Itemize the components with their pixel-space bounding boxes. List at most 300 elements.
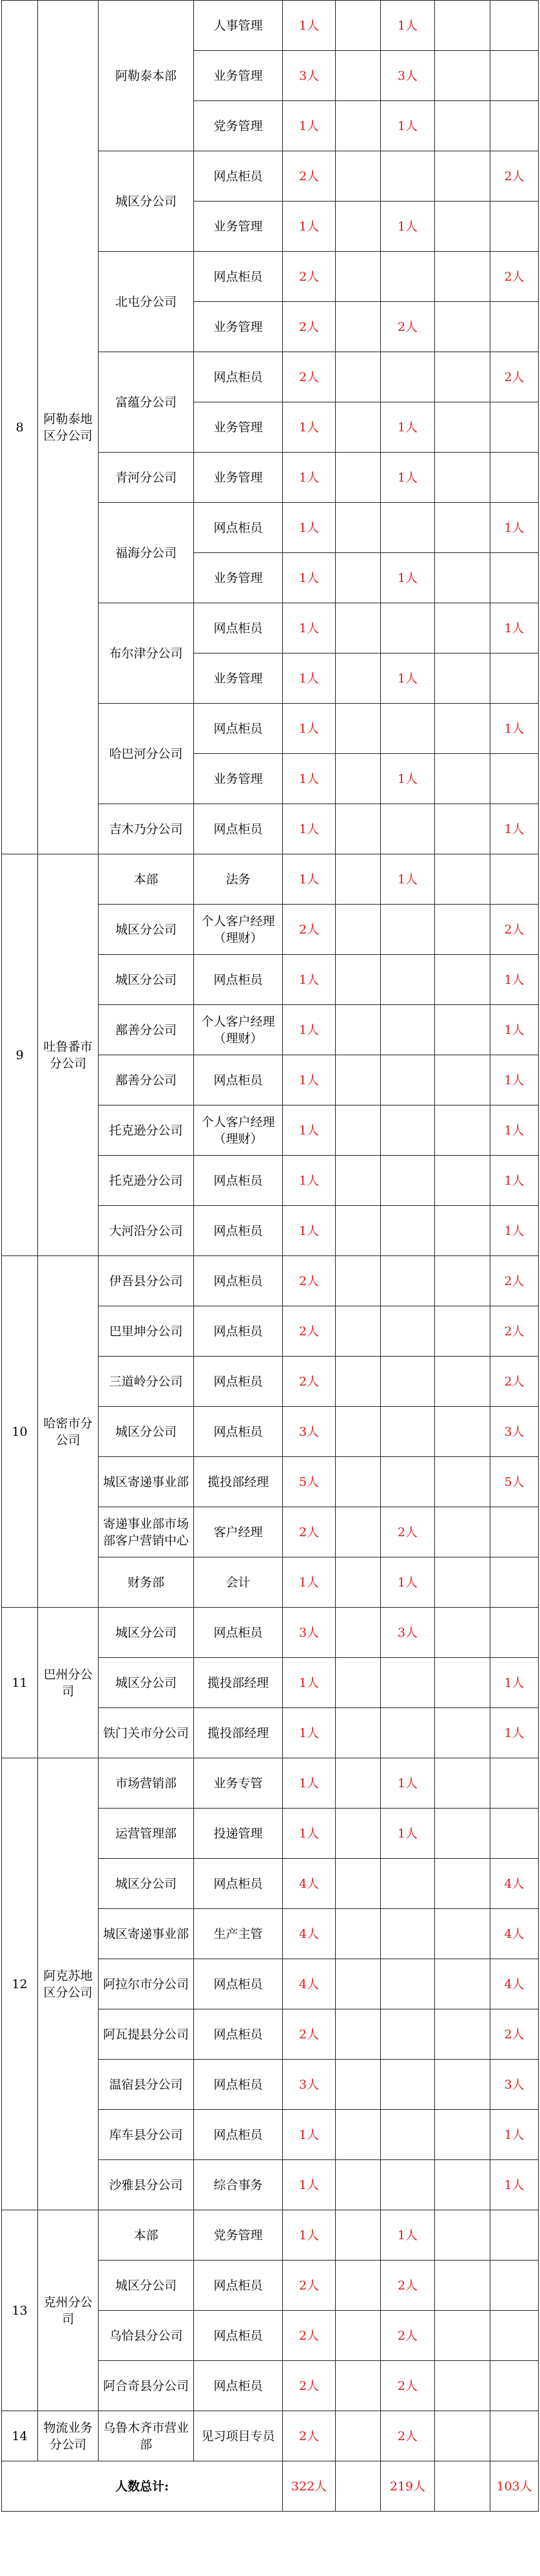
count-total-cell: 1人: [283, 503, 336, 553]
count-total-cell: 1人: [283, 1708, 336, 1758]
count-c-cell: [490, 2411, 539, 2461]
count-total-cell: 3人: [283, 1407, 336, 1457]
count-b-cell: 2人: [381, 2411, 435, 2461]
count-total-cell: 2人: [283, 302, 336, 352]
unit-name: 青河分公司: [99, 453, 194, 503]
count-b-cell: 1人: [381, 101, 435, 151]
count-c-cell: 4人: [490, 1909, 539, 1959]
blank-cell: [435, 2311, 490, 2361]
count-c-cell: [490, 402, 539, 453]
count-b-cell: [381, 603, 435, 653]
count-b-cell: [381, 1457, 435, 1507]
count-total-cell: 1人: [283, 2160, 336, 2210]
count-b-cell: [381, 1055, 435, 1105]
count-total-cell: 2人: [283, 1256, 336, 1306]
count-b-cell: 1人: [381, 1, 435, 51]
position-cell: 网点柜员: [194, 1306, 283, 1357]
blank-cell: [435, 503, 490, 553]
count-c-cell: [490, 653, 539, 704]
unit-name: 库车县分公司: [99, 2110, 194, 2160]
count-total-cell: 2人: [283, 1357, 336, 1407]
blank-cell: [435, 402, 490, 453]
blank-cell: [336, 1859, 381, 1909]
position-cell: 生产主管: [194, 1909, 283, 1959]
position-cell: 网点柜员: [194, 2311, 283, 2361]
blank-cell: [435, 1457, 490, 1507]
unit-name: 温宿县分公司: [99, 2060, 194, 2110]
count-c-cell: [490, 1557, 539, 1608]
unit-name: 财务部: [99, 1557, 194, 1608]
count-total-cell: 1人: [283, 1206, 336, 1256]
position-cell: 网点柜员: [194, 603, 283, 653]
blank-cell: [435, 302, 490, 352]
position-cell: 个人客户经理（理财）: [194, 1105, 283, 1156]
count-c-cell: 1人: [490, 1055, 539, 1105]
count-c-cell: 1人: [490, 955, 539, 1005]
blank-cell: [336, 51, 381, 101]
blank-cell: [336, 1507, 381, 1557]
count-total-cell: 1人: [283, 653, 336, 704]
blank-cell: [435, 603, 490, 653]
count-b-cell: 2人: [381, 2311, 435, 2361]
blank-cell: [435, 101, 490, 151]
blank-cell: [435, 2361, 490, 2411]
count-total-cell: 1人: [283, 1105, 336, 1156]
blank-cell: [336, 2411, 381, 2461]
count-b-cell: 2人: [381, 2261, 435, 2311]
count-b-cell: [381, 955, 435, 1005]
count-total-cell: 2人: [283, 1507, 336, 1557]
unit-name: 托克逊分公司: [99, 1105, 194, 1156]
position-cell: 网点柜员: [194, 2261, 283, 2311]
blank-cell: [336, 804, 381, 854]
blank-cell: [435, 2461, 490, 2512]
staffing-table: [1, 0, 539, 2512]
position-cell: 网点柜员: [194, 804, 283, 854]
blank-cell: [336, 653, 381, 704]
blank-cell: [435, 202, 490, 252]
group-number: 9: [2, 854, 38, 1256]
unit-name: 城区分公司: [99, 1859, 194, 1909]
count-total-cell: 2人: [283, 151, 336, 202]
group-number: 11: [2, 1608, 38, 1758]
blank-cell: [435, 553, 490, 603]
blank-cell: [336, 202, 381, 252]
blank-cell: [336, 1357, 381, 1407]
position-cell: 党务管理: [194, 101, 283, 151]
blank-cell: [435, 1306, 490, 1357]
count-c-cell: 2人: [490, 352, 539, 402]
position-cell: 揽投部经理: [194, 1457, 283, 1507]
count-b-cell: [381, 151, 435, 202]
count-b-cell: [381, 804, 435, 854]
blank-cell: [435, 1708, 490, 1758]
blank-cell: [336, 1708, 381, 1758]
position-cell: 网点柜员: [194, 2110, 283, 2160]
count-total-cell: 1人: [283, 1055, 336, 1105]
position-cell: 法务: [194, 854, 283, 905]
position-cell: 网点柜员: [194, 2009, 283, 2060]
unit-name: 巴里坤分公司: [99, 1306, 194, 1357]
blank-cell: [435, 1809, 490, 1859]
blank-cell: [435, 1156, 490, 1206]
blank-cell: [336, 704, 381, 754]
position-cell: 客户经理: [194, 1507, 283, 1557]
group-name: 哈密市分公司: [38, 1256, 99, 1608]
blank-cell: [336, 1256, 381, 1306]
blank-cell: [336, 854, 381, 905]
total-count-b: 219人: [381, 2461, 435, 2512]
blank-cell: [336, 1306, 381, 1357]
table-footer: [2, 2461, 539, 2512]
table-row: [2, 1758, 539, 1809]
blank-cell: [435, 704, 490, 754]
count-total-cell: 4人: [283, 1959, 336, 2009]
blank-cell: [435, 1658, 490, 1708]
blank-cell: [435, 955, 490, 1005]
unit-name: 城区分公司: [99, 955, 194, 1005]
unit-name: 城区分公司: [99, 151, 194, 252]
blank-cell: [435, 1758, 490, 1809]
total-label: 人数总计:: [2, 2461, 283, 2512]
count-c-cell: [490, 202, 539, 252]
blank-cell: [435, 2411, 490, 2461]
count-c-cell: 1人: [490, 2110, 539, 2160]
table-row: [2, 1608, 539, 1658]
blank-cell: [336, 2009, 381, 2060]
blank-cell: [435, 854, 490, 905]
blank-cell: [336, 754, 381, 804]
blank-cell: [435, 151, 490, 202]
position-cell: 业务专管: [194, 1758, 283, 1809]
count-c-cell: [490, 1758, 539, 1809]
count-total-cell: 1人: [283, 553, 336, 603]
unit-name: 阿瓦提县分公司: [99, 2009, 194, 2060]
blank-cell: [435, 2261, 490, 2311]
blank-cell: [435, 754, 490, 804]
blank-cell: [336, 553, 381, 603]
blank-cell: [336, 1407, 381, 1457]
total-count-c: 103人: [490, 2461, 539, 2512]
count-c-cell: [490, 553, 539, 603]
count-total-cell: 2人: [283, 2311, 336, 2361]
blank-cell: [336, 151, 381, 202]
blank-cell: [336, 2060, 381, 2110]
count-total-cell: 1人: [283, 603, 336, 653]
blank-cell: [336, 1909, 381, 1959]
group-number: 14: [2, 2411, 38, 2461]
blank-cell: [336, 302, 381, 352]
group-number: 10: [2, 1256, 38, 1608]
count-total-cell: 3人: [283, 1608, 336, 1658]
count-c-cell: [490, 51, 539, 101]
count-total-cell: 2人: [283, 2361, 336, 2411]
position-cell: 网点柜员: [194, 2060, 283, 2110]
blank-cell: [435, 1357, 490, 1407]
count-total-cell: 3人: [283, 2060, 336, 2110]
blank-cell: [435, 2060, 490, 2110]
position-cell: 网点柜员: [194, 252, 283, 302]
count-total-cell: 1人: [283, 955, 336, 1005]
count-c-cell: 1人: [490, 603, 539, 653]
blank-cell: [336, 2361, 381, 2411]
table-row: [2, 1, 539, 51]
count-c-cell: 1人: [490, 503, 539, 553]
count-b-cell: 1人: [381, 453, 435, 503]
group-name: 巴州分公司: [38, 1608, 99, 1758]
count-total-cell: 1人: [283, 1005, 336, 1055]
position-cell: 网点柜员: [194, 955, 283, 1005]
blank-cell: [336, 101, 381, 151]
count-b-cell: [381, 2160, 435, 2210]
unit-name: 哈巴河分公司: [99, 704, 194, 804]
count-c-cell: 1人: [490, 1005, 539, 1055]
count-c-cell: 2人: [490, 905, 539, 955]
position-cell: 揽投部经理: [194, 1708, 283, 1758]
count-total-cell: 4人: [283, 1859, 336, 1909]
count-b-cell: 1人: [381, 202, 435, 252]
count-total-cell: 5人: [283, 1457, 336, 1507]
position-cell: 网点柜员: [194, 1608, 283, 1658]
blank-cell: [336, 453, 381, 503]
count-c-cell: 4人: [490, 1859, 539, 1909]
count-c-cell: [490, 1, 539, 51]
blank-cell: [435, 1105, 490, 1156]
blank-cell: [336, 2160, 381, 2210]
blank-cell: [435, 2009, 490, 2060]
unit-name: 城区寄递事业部: [99, 1457, 194, 1507]
unit-name: 城区分公司: [99, 1407, 194, 1457]
blank-cell: [435, 1407, 490, 1457]
blank-cell: [435, 1859, 490, 1909]
blank-cell: [336, 2261, 381, 2311]
blank-cell: [336, 503, 381, 553]
count-c-cell: [490, 2311, 539, 2361]
count-total-cell: 1人: [283, 704, 336, 754]
count-total-cell: 1人: [283, 402, 336, 453]
blank-cell: [435, 252, 490, 302]
count-c-cell: [490, 1809, 539, 1859]
blank-cell: [336, 1055, 381, 1105]
count-b-cell: 1人: [381, 402, 435, 453]
count-total-cell: 1人: [283, 1758, 336, 1809]
count-c-cell: 2人: [490, 151, 539, 202]
position-cell: 揽投部经理: [194, 1658, 283, 1708]
count-c-cell: 1人: [490, 1708, 539, 1758]
total-count-a: 322人: [283, 2461, 336, 2512]
count-total-cell: 4人: [283, 1909, 336, 1959]
blank-cell: [435, 1005, 490, 1055]
unit-name: 铁门关市分公司: [99, 1708, 194, 1758]
count-total-cell: 1人: [283, 202, 336, 252]
blank-cell: [336, 905, 381, 955]
blank-cell: [435, 1, 490, 51]
count-b-cell: [381, 2009, 435, 2060]
total-row: [2, 2461, 539, 2512]
count-c-cell: [490, 2261, 539, 2311]
unit-name: 城区分公司: [99, 905, 194, 955]
count-c-cell: [490, 453, 539, 503]
group-name: 物流业务分公司: [38, 2411, 99, 2461]
blank-cell: [435, 653, 490, 704]
count-b-cell: 3人: [381, 51, 435, 101]
count-total-cell: 3人: [283, 51, 336, 101]
blank-cell: [336, 1809, 381, 1859]
blank-cell: [336, 1608, 381, 1658]
count-total-cell: 1人: [283, 854, 336, 905]
blank-cell: [435, 804, 490, 854]
position-cell: 业务管理: [194, 653, 283, 704]
count-c-cell: [490, 754, 539, 804]
count-total-cell: 2人: [283, 252, 336, 302]
count-c-cell: 4人: [490, 1959, 539, 2009]
blank-cell: [336, 1758, 381, 1809]
position-cell: 网点柜员: [194, 1357, 283, 1407]
blank-cell: [336, 1959, 381, 2009]
unit-name: 本部: [99, 854, 194, 905]
count-c-cell: [490, 302, 539, 352]
position-cell: 综合事务: [194, 2160, 283, 2210]
position-cell: 个人客户经理（理财）: [194, 1005, 283, 1055]
count-total-cell: 1人: [283, 2110, 336, 2160]
position-cell: 网点柜员: [194, 503, 283, 553]
group-number: 8: [2, 1, 38, 854]
count-b-cell: [381, 1357, 435, 1407]
position-cell: 网点柜员: [194, 1407, 283, 1457]
unit-name: 伊吾县分公司: [99, 1256, 194, 1306]
group-number: 13: [2, 2210, 38, 2411]
position-cell: 见习项目专员: [194, 2411, 283, 2461]
count-total-cell: 1人: [283, 1658, 336, 1708]
count-total-cell: 1人: [283, 1557, 336, 1608]
unit-name: 本部: [99, 2210, 194, 2261]
count-b-cell: [381, 1256, 435, 1306]
count-total-cell: 1人: [283, 804, 336, 854]
blank-cell: [336, 1206, 381, 1256]
blank-cell: [336, 1658, 381, 1708]
count-b-cell: [381, 1708, 435, 1758]
unit-name: 阿拉尔市分公司: [99, 1959, 194, 2009]
count-b-cell: 3人: [381, 1608, 435, 1658]
unit-name: 城区寄递事业部: [99, 1909, 194, 1959]
count-b-cell: 1人: [381, 2210, 435, 2261]
blank-cell: [336, 2110, 381, 2160]
unit-name: 城区分公司: [99, 1658, 194, 1708]
blank-cell: [435, 352, 490, 402]
count-total-cell: 1人: [283, 1, 336, 51]
position-cell: 业务管理: [194, 453, 283, 503]
count-c-cell: 2人: [490, 1306, 539, 1357]
group-number: 12: [2, 1758, 38, 2210]
unit-name: 寄递事业部市场部客户营销中心: [99, 1507, 194, 1557]
blank-cell: [435, 2210, 490, 2261]
unit-name: 鄯善分公司: [99, 1055, 194, 1105]
position-cell: 网点柜员: [194, 1959, 283, 2009]
position-cell: 业务管理: [194, 51, 283, 101]
count-total-cell: 2人: [283, 2411, 336, 2461]
count-total-cell: 1人: [283, 2210, 336, 2261]
count-c-cell: 1人: [490, 1156, 539, 1206]
count-b-cell: [381, 1658, 435, 1708]
count-b-cell: [381, 1156, 435, 1206]
count-total-cell: 2人: [283, 2261, 336, 2311]
blank-cell: [435, 1256, 490, 1306]
table-row: [2, 854, 539, 905]
unit-name: 鄯善分公司: [99, 1005, 194, 1055]
position-cell: 业务管理: [194, 754, 283, 804]
count-b-cell: [381, 1306, 435, 1357]
position-cell: 网点柜员: [194, 1055, 283, 1105]
count-total-cell: 2人: [283, 1306, 336, 1357]
position-cell: 业务管理: [194, 553, 283, 603]
unit-name: 吉木乃分公司: [99, 804, 194, 854]
group-name: 克州分公司: [38, 2210, 99, 2411]
count-total-cell: 2人: [283, 905, 336, 955]
count-c-cell: 1人: [490, 1105, 539, 1156]
position-cell: 人事管理: [194, 1, 283, 51]
count-c-cell: [490, 1507, 539, 1557]
table-row: [2, 2210, 539, 2261]
blank-cell: [336, 1105, 381, 1156]
count-total-cell: 2人: [283, 352, 336, 402]
count-c-cell: [490, 101, 539, 151]
count-c-cell: [490, 854, 539, 905]
count-c-cell: 1人: [490, 804, 539, 854]
position-cell: 网点柜员: [194, 1156, 283, 1206]
blank-cell: [336, 2461, 381, 2512]
count-b-cell: 2人: [381, 2361, 435, 2411]
position-cell: 个人客户经理（理财）: [194, 905, 283, 955]
count-b-cell: 1人: [381, 854, 435, 905]
blank-cell: [336, 352, 381, 402]
count-b-cell: [381, 503, 435, 553]
count-b-cell: 1人: [381, 653, 435, 704]
count-b-cell: [381, 704, 435, 754]
count-b-cell: [381, 1407, 435, 1457]
count-total-cell: 1人: [283, 1809, 336, 1859]
count-b-cell: [381, 252, 435, 302]
count-c-cell: 3人: [490, 2060, 539, 2110]
blank-cell: [336, 1, 381, 51]
unit-name: 运营管理部: [99, 1809, 194, 1859]
count-b-cell: 2人: [381, 1507, 435, 1557]
count-b-cell: [381, 2060, 435, 2110]
count-c-cell: 1人: [490, 704, 539, 754]
count-c-cell: 5人: [490, 1457, 539, 1507]
blank-cell: [435, 51, 490, 101]
count-c-cell: [490, 1608, 539, 1658]
blank-cell: [435, 2110, 490, 2160]
unit-name: 福海分公司: [99, 503, 194, 603]
blank-cell: [435, 453, 490, 503]
position-cell: 党务管理: [194, 2210, 283, 2261]
count-c-cell: 1人: [490, 1206, 539, 1256]
blank-cell: [435, 1507, 490, 1557]
unit-name: 沙雅县分公司: [99, 2160, 194, 2210]
count-b-cell: [381, 905, 435, 955]
unit-name: 阿合奇县分公司: [99, 2361, 194, 2411]
count-c-cell: 2人: [490, 1256, 539, 1306]
unit-name: 北屯分公司: [99, 252, 194, 352]
count-b-cell: [381, 2110, 435, 2160]
position-cell: 网点柜员: [194, 704, 283, 754]
position-cell: 网点柜员: [194, 352, 283, 402]
position-cell: 网点柜员: [194, 1206, 283, 1256]
position-cell: 会计: [194, 1557, 283, 1608]
count-c-cell: 2人: [490, 252, 539, 302]
unit-name: 托克逊分公司: [99, 1156, 194, 1206]
count-b-cell: [381, 1909, 435, 1959]
